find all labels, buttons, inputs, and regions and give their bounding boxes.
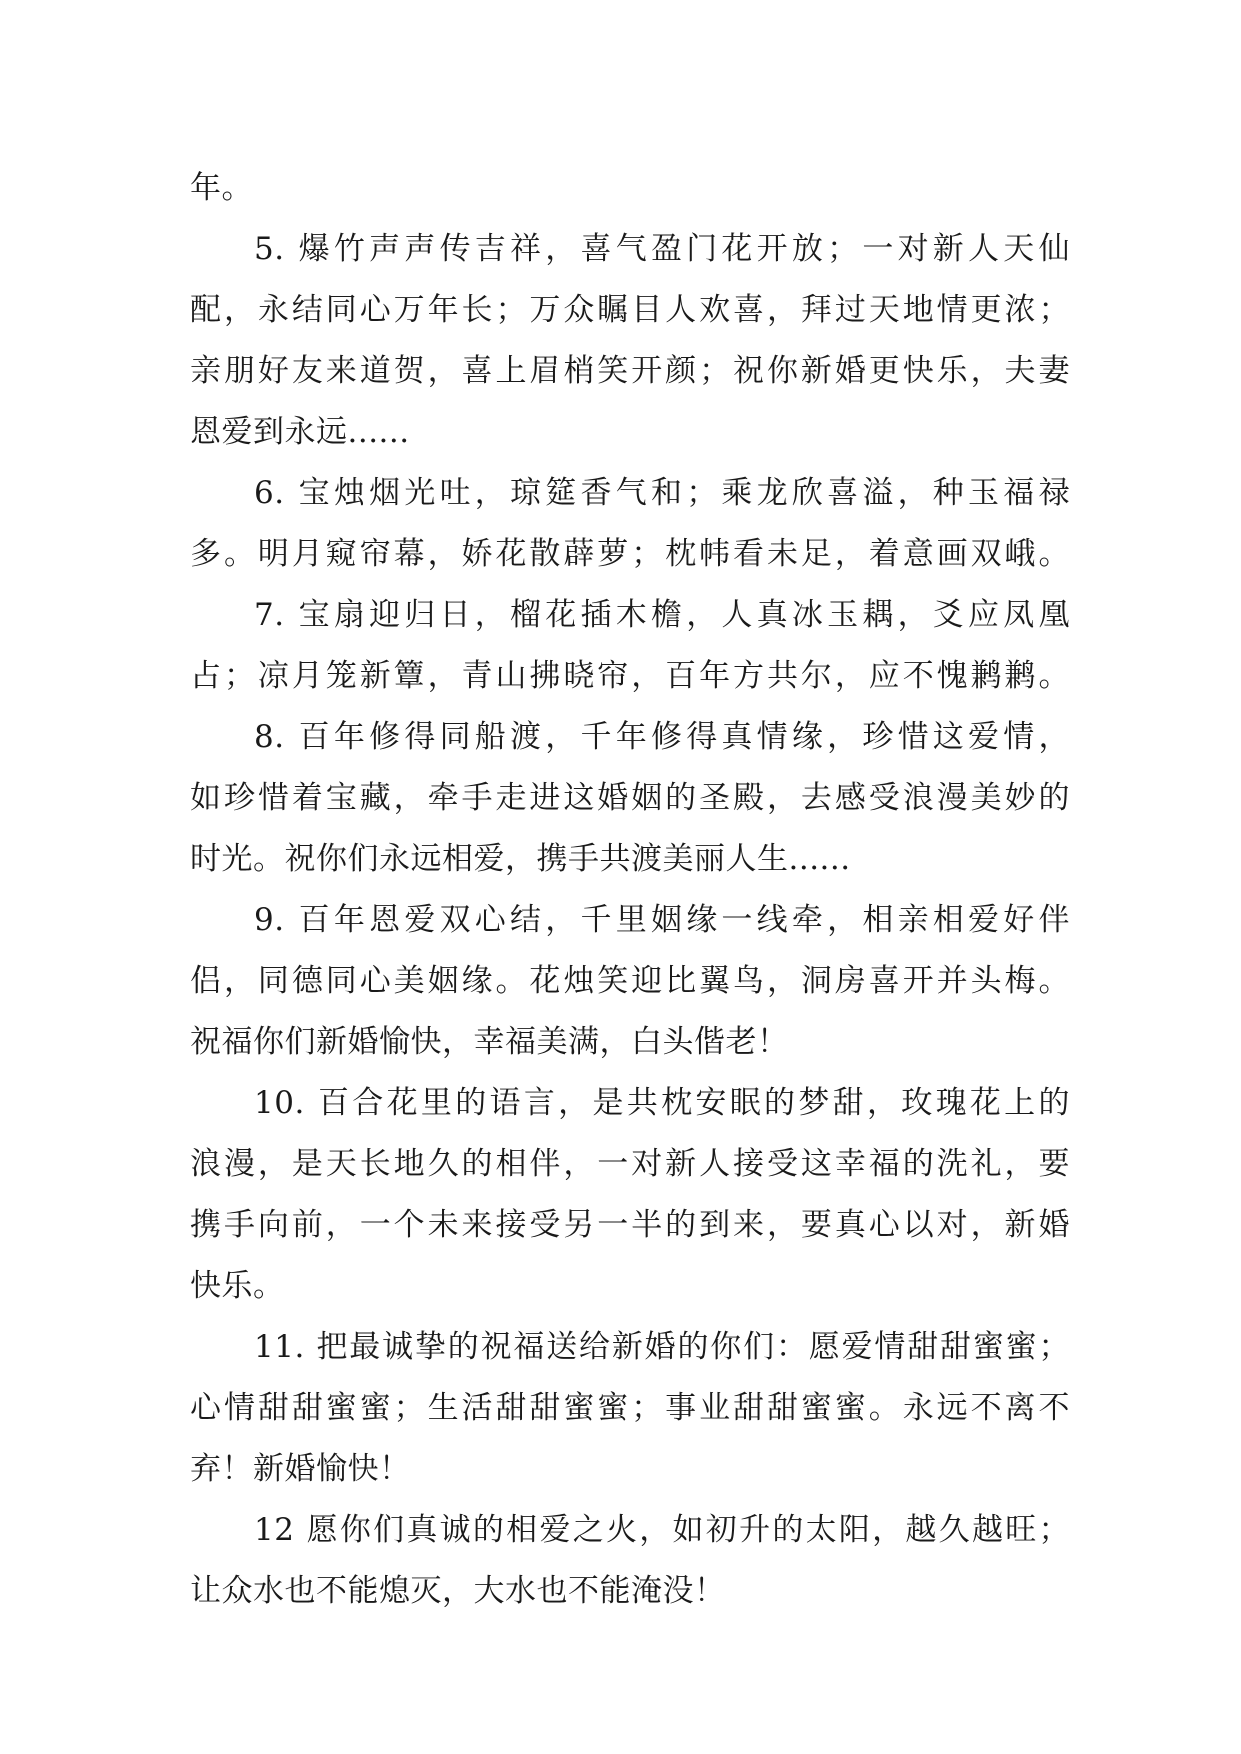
text-line: 弃！新婚愉快！	[190, 1451, 411, 1487]
text-line: 8. 百年修得同船渡，千年修得真情缘，珍惜这爱情，	[254, 719, 1070, 755]
text-line: 携手向前，一个未来接受另一半的到来，要真心以对，新婚	[190, 1207, 1070, 1243]
text-line: 心情甜甜蜜蜜；生活甜甜蜜蜜；事业甜甜蜜蜜。永远不离不	[190, 1390, 1070, 1426]
text-line: 9. 百年恩爱双心结，千里姻缘一线牵，相亲相爱好伴	[254, 902, 1070, 938]
text-line: 浪漫，是天长地久的相伴，一对新人接受这幸福的洗礼，要	[190, 1146, 1070, 1182]
text-line: 让众水也不能熄灭，大水也不能淹没！	[190, 1573, 726, 1609]
text-line: 占；凉月笼新簟，青山拂晓帘，百年方共尔，应不愧鹣鹣。	[190, 658, 1070, 694]
text-line: 6. 宝烛烟光吐，琼筵香气和；乘龙欣喜溢，种玉福禄	[254, 475, 1070, 511]
text-line: 时光。祝你们永远相爱，携手共渡美丽人生......	[190, 841, 851, 877]
text-line: 恩爱到永远......	[190, 414, 410, 450]
text-line: 年。	[190, 170, 253, 206]
text-line: 多。明月窥帘幕，娇花散薜萝；枕帏看未足，着意画双峨。	[190, 536, 1070, 572]
text-line: 如珍惜着宝藏，牵手走进这婚姻的圣殿，去感受浪漫美妙的	[190, 780, 1070, 816]
text-line: 12 愿你们真诚的相爱之火，如初升的太阳，越久越旺；	[254, 1512, 1070, 1548]
text-line: 配，永结同心万年长；万众瞩目人欢喜，拜过天地情更浓；	[190, 292, 1070, 328]
text-line: 11. 把最诚挚的祝福送给新婚的你们：愿爱情甜甜蜜蜜；	[254, 1329, 1070, 1365]
document-page	[190, 158, 1070, 1622]
text-line: 7. 宝扇迎归日，榴花插木檐，人真冰玉耦，爻应凤凰	[254, 597, 1070, 633]
text-line: 10. 百合花里的语言，是共枕安眠的梦甜，玫瑰花上的	[254, 1085, 1070, 1121]
text-line: 亲朋好友来道贺，喜上眉梢笑开颜；祝你新婚更快乐，夫妻	[190, 353, 1070, 389]
text-line: 侣，同德同心美姻缘。花烛笑迎比翼鸟，洞房喜开并头梅。	[190, 963, 1070, 999]
text-line: 快乐。	[190, 1268, 285, 1304]
text-line: 祝福你们新婚愉快，幸福美满，白头偕老！	[190, 1024, 789, 1060]
text-line: 5. 爆竹声声传吉祥，喜气盈门花开放；一对新人天仙	[254, 231, 1070, 267]
